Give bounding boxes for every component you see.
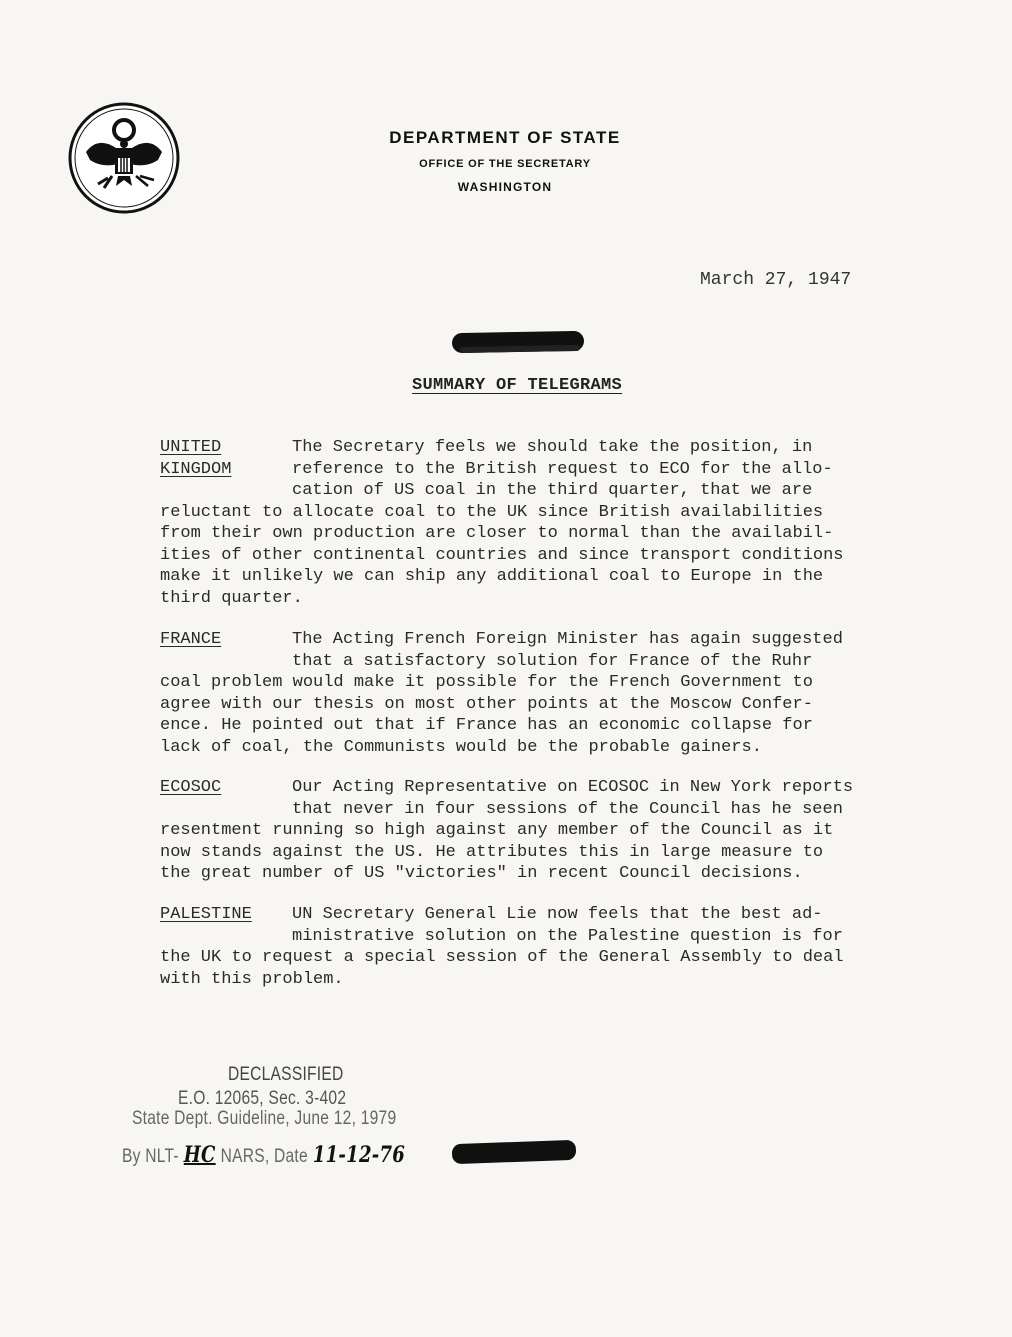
body-line: the UK to request a special session of the General Assembly to deal [160, 948, 844, 967]
body-line: make it unlikely we can ship any additional coal to Europe in the [160, 567, 824, 586]
body-line: that never in four sessions of the Council has he seen [292, 799, 843, 819]
body-line: with this problem. [160, 969, 344, 989]
classification-redaction [452, 331, 584, 353]
declassified-stamp-guideline: State Dept. Guideline, June 12, 1979 [132, 1108, 397, 1129]
section-label-line: KINGDOM [160, 459, 232, 479]
body-line: agree with our thesis on most other points at the Moscow Confer- [160, 694, 813, 714]
letterhead-department: DEPARTMENT OF STATE [389, 128, 621, 147]
section-palestine [160, 904, 900, 990]
handwritten-date: 11-12-76 [312, 1142, 406, 1168]
section-label [160, 437, 280, 480]
body-line: ministrative solution on the Palestine question is for [292, 926, 843, 946]
section-ecosoc [160, 777, 900, 885]
body-line: coal problem would make it possible for the French Government to [160, 673, 813, 692]
body-line: lack of coal, the Communists would be the probable gainers. [160, 737, 762, 757]
body-line: The Acting French Foreign Minister has again suggested [292, 630, 843, 649]
section-label-line: ECOSOC [160, 778, 222, 797]
section-label-line: PALESTINE [160, 905, 252, 924]
section-label [160, 777, 280, 799]
classification-redaction-bottom [452, 1140, 577, 1164]
stamp-nars-label: NARS, Date [220, 1146, 308, 1167]
body-line: reluctant to allocate coal to the UK since British availabilities [160, 502, 824, 522]
declassified-stamp-authority [122, 1142, 410, 1168]
section-label-line: FRANCE [160, 630, 222, 649]
department-seal-icon [68, 102, 180, 214]
body-line: ence. He pointed out that if France has an economic collapse for [160, 716, 813, 735]
document-heading: SUMMARY OF TELEGRAMS [412, 376, 623, 395]
handwritten-initials: HC [183, 1142, 216, 1168]
body-line: The Secretary feels we should take the position, in [292, 438, 813, 457]
body-line: third quarter. [160, 588, 303, 608]
body-line: resentment running so high against any member of the Council as it [160, 821, 834, 840]
body-line: now stands against the US. He attributes this in large measure to [160, 842, 824, 862]
body-line: that a satisfactory solution for France of the Ruhr [292, 651, 813, 671]
stamp-by-prefix: By NLT- [122, 1146, 179, 1167]
section-label [160, 629, 280, 651]
declassified-stamp-title: DECLASSIFIED [228, 1064, 344, 1085]
document-date: March 27, 1947 [700, 270, 852, 290]
body-line: ities of other continental countries and since transport conditions [160, 545, 844, 565]
body-line: UN Secretary General Lie now feels that the best ad- [292, 905, 823, 924]
body-line: cation of US coal in the third quarter, that we are [292, 481, 813, 500]
body-line: the great number of US "victories" in recent Council decisions. [160, 864, 803, 883]
body-line: reference to the British request to ECO for the allo- [292, 459, 833, 479]
section-united-kingdom [160, 437, 900, 609]
body-line: from their own production are closer to normal than the availabil- [160, 524, 834, 543]
letterhead-city: WASHINGTON [457, 180, 553, 194]
section-france [160, 629, 900, 758]
letterhead-office: OFFICE OF THE SECRETARY [419, 158, 591, 170]
declassified-stamp-order: E.O. 12065, Sec. 3-402 [178, 1088, 347, 1109]
section-label-line: UNITED [160, 438, 222, 457]
body-line: Our Acting Representative on ECOSOC in New York reports [292, 778, 854, 797]
section-label [160, 904, 280, 926]
